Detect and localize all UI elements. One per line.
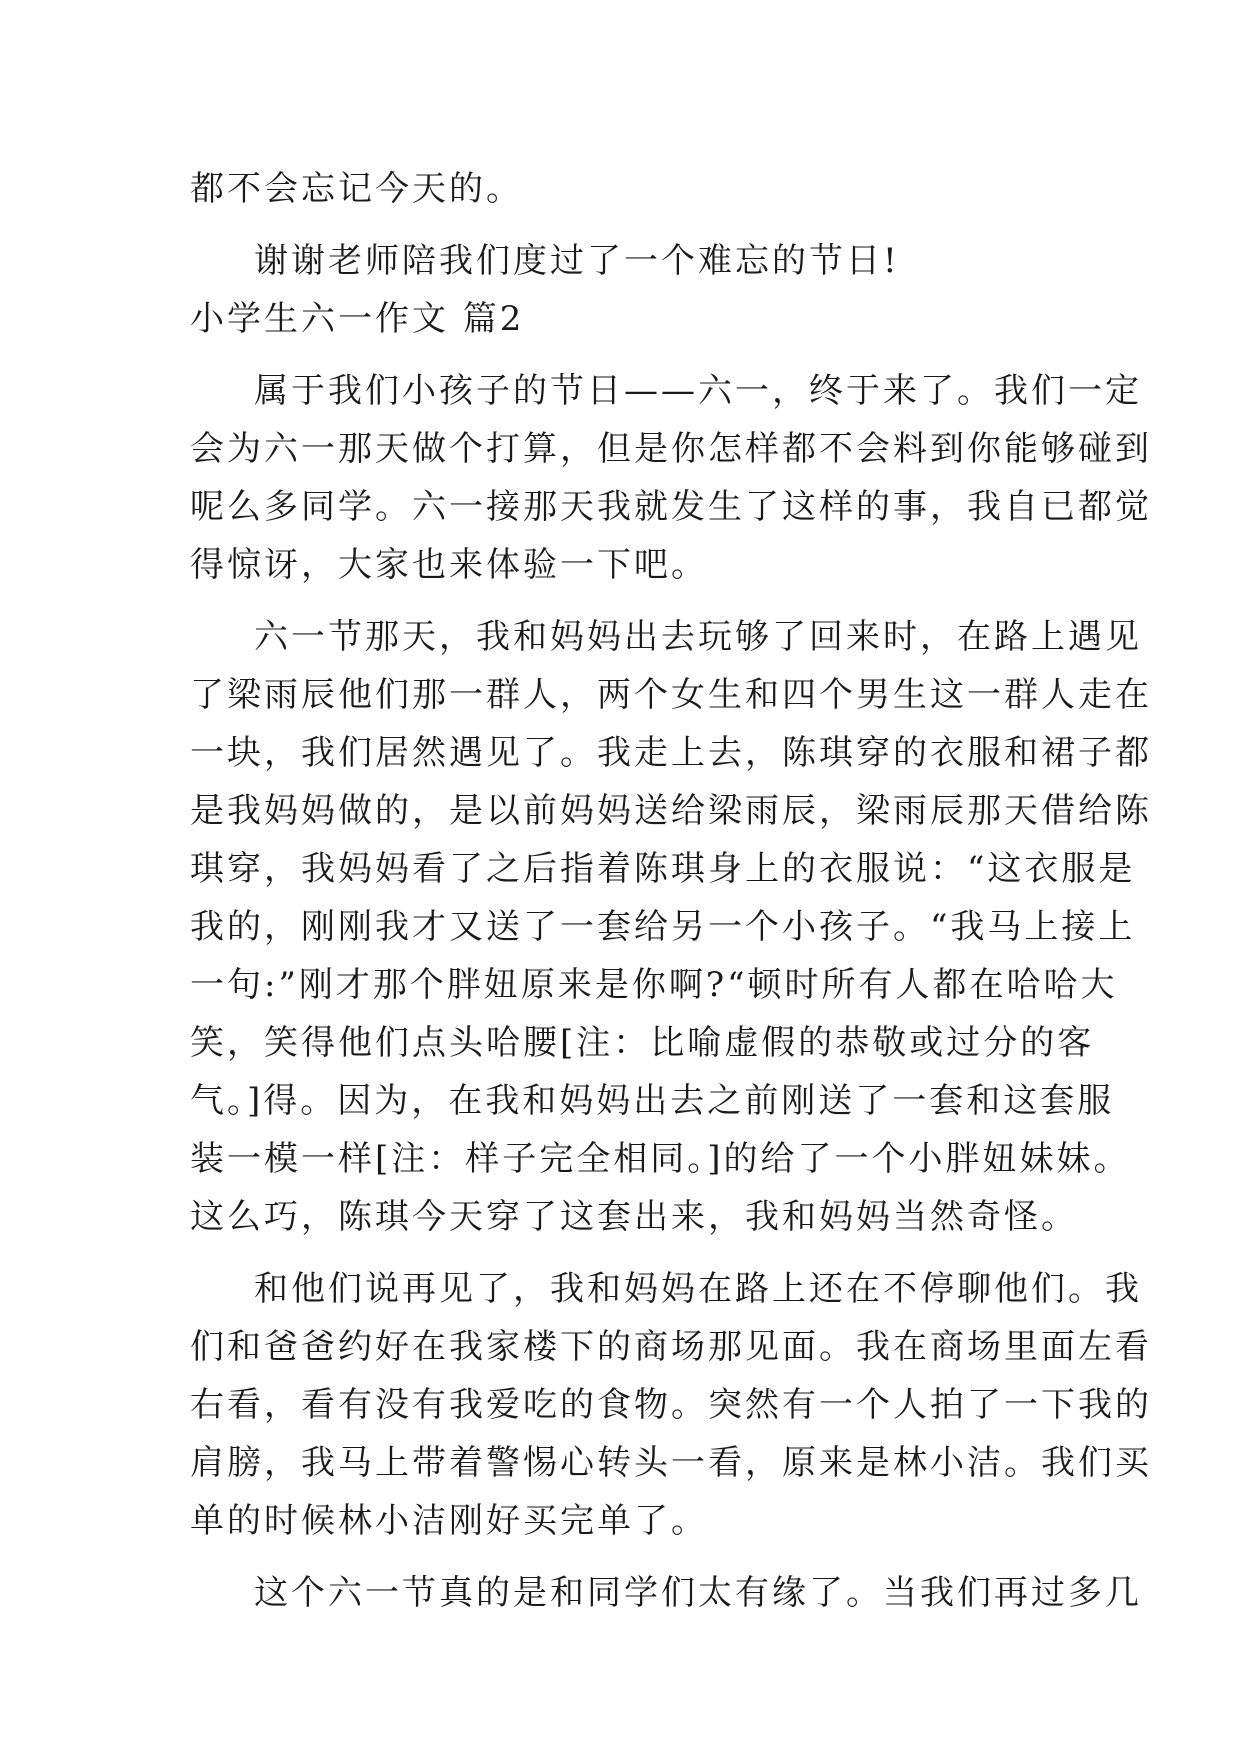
text-line: 右看，看有没有我爱吃的食物。突然有一个人拍了一下我的 bbox=[190, 1385, 1152, 1425]
paragraph bbox=[190, 608, 1152, 1246]
text-line: 肩膀，我马上带着警惕心转头一看，原来是林小洁。我们买 bbox=[190, 1443, 1152, 1483]
text-line: 们和爸爸约好在我家楼下的商场那见面。我在商场里面左看 bbox=[190, 1327, 1152, 1367]
paragraph bbox=[190, 1564, 1142, 1622]
text-line: 这么巧，陈琪今天穿了这套出来，我和妈妈当然奇怪。 bbox=[190, 1197, 1078, 1237]
text-line: 气。]得。因为，在我和妈妈出去之前刚送了一套和这套服 bbox=[190, 1081, 1115, 1121]
paragraph bbox=[190, 232, 1070, 290]
text-line: 了梁雨辰他们那一群人，两个女生和四个男生这一群人走在 bbox=[190, 675, 1152, 715]
text-line: 一句:”刚才那个胖妞原来是你啊?“顿时所有人都在哈哈大 bbox=[190, 965, 1118, 1005]
text-line: 都不会忘记今天的。 bbox=[190, 169, 523, 209]
text-line: 得惊讶，大家也来体验一下吧。 bbox=[190, 545, 708, 585]
text-line: 装一模一样[注：样子完全相同。]的给了一个小胖妞妹妹。 bbox=[190, 1139, 1131, 1179]
text-line: 和他们说再见了，我和妈妈在路上还在不停聊他们。我 bbox=[254, 1269, 1142, 1309]
text-line: 琪穿，我妈妈看了之后指着陈琪身上的衣服说：“这衣服是 bbox=[190, 849, 1136, 889]
text-line: 单的时候林小洁刚好买完单了。 bbox=[190, 1501, 708, 1541]
document-body bbox=[190, 160, 1152, 1622]
heading-text: 小学生六一作文 篇2 bbox=[190, 299, 525, 339]
section-heading bbox=[190, 290, 1070, 348]
text-line: 呢么多同学。六一接那天我就发生了这样的事，我自已都觉 bbox=[190, 487, 1152, 527]
text-line: 会为六一那天做个打算，但是你怎样都不会料到你能够碰到 bbox=[190, 429, 1152, 469]
paragraph bbox=[190, 362, 1152, 594]
text-line: 笑，笑得他们点头哈腰[注：比喻虚假的恭敬或过分的客 bbox=[190, 1023, 1095, 1063]
text-line: 我的，刚刚我才又送了一套给另一个小孩子。“我马上接上 bbox=[190, 907, 1136, 947]
paragraph bbox=[190, 160, 1070, 218]
text-line: 是我妈妈做的，是以前妈妈送给梁雨辰，梁雨辰那天借给陈 bbox=[190, 791, 1152, 831]
text-line: 谢谢老师陪我们度过了一个难忘的节日! bbox=[254, 241, 900, 281]
paragraph bbox=[190, 1260, 1152, 1550]
text-line: 六一节那天，我和妈妈出去玩够了回来时，在路上遇见 bbox=[254, 617, 1142, 657]
text-line: 属于我们小孩子的节日——六一，终于来了。我们一定 bbox=[254, 371, 1142, 411]
text-line: 一块，我们居然遇见了。我走上去，陈琪穿的衣服和裙子都 bbox=[190, 733, 1152, 773]
text-line: 这个六一节真的是和同学们太有缘了。当我们再过多几 bbox=[254, 1573, 1142, 1613]
